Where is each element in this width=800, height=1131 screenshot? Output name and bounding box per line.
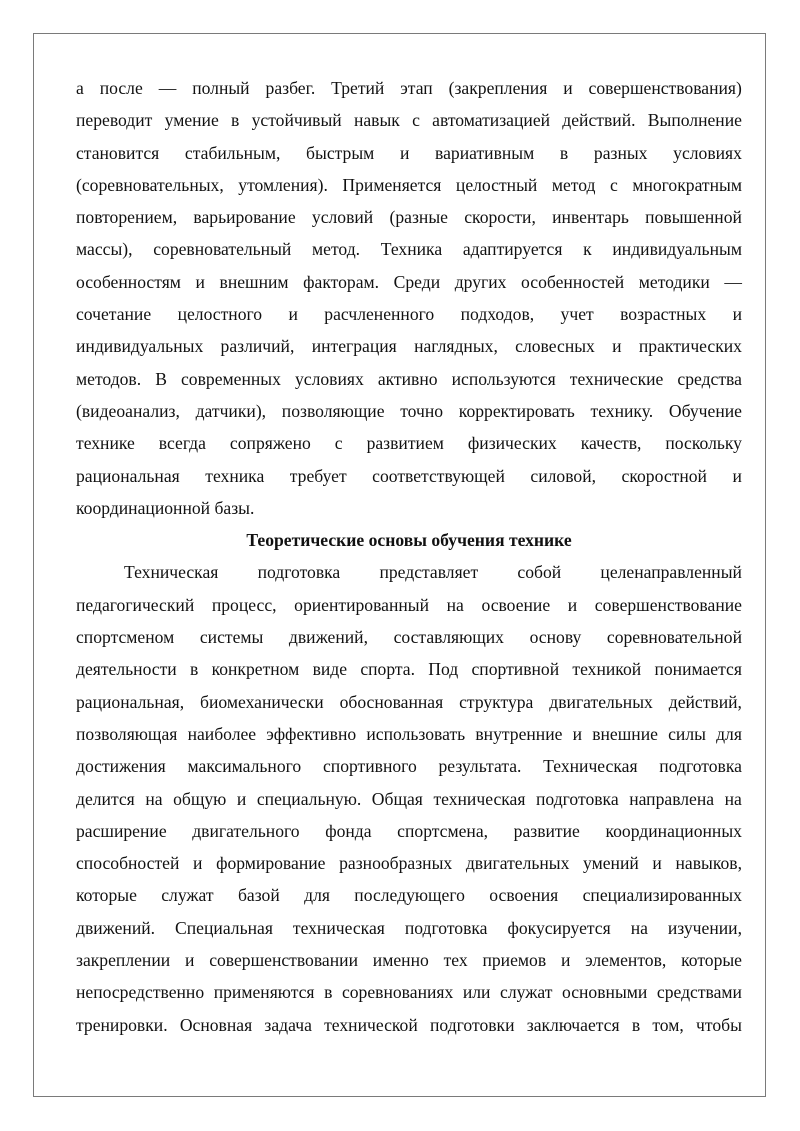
- word: учет: [560, 304, 594, 325]
- word: служат: [500, 982, 553, 1003]
- word: непосредственно: [76, 982, 205, 1003]
- word: переводит: [76, 110, 153, 131]
- word: (разные: [389, 207, 448, 228]
- word: тех: [443, 950, 468, 971]
- word: словесных: [515, 336, 595, 357]
- word: вариативным: [435, 142, 535, 163]
- text-line: [76, 492, 742, 524]
- word: технике: [76, 433, 135, 454]
- word: заключается: [526, 1014, 620, 1035]
- word: задача: [264, 1014, 312, 1035]
- word: делится: [76, 788, 135, 809]
- word: подходов,: [460, 304, 535, 325]
- text-line: [76, 201, 742, 233]
- word: к: [583, 239, 592, 260]
- word: фонда: [325, 820, 372, 841]
- word: подготовка: [404, 917, 488, 938]
- word: активно: [377, 368, 438, 389]
- word: результата.: [438, 756, 522, 777]
- word: основу: [529, 627, 582, 648]
- word: средства: [677, 368, 742, 389]
- word: соревновательный: [153, 239, 292, 260]
- word: действий.: [562, 110, 636, 131]
- word: формирование: [216, 853, 326, 874]
- document-body: [76, 72, 742, 1041]
- word: с: [412, 110, 420, 131]
- word: корректировать: [458, 400, 575, 421]
- word: совершенствовании: [209, 950, 358, 971]
- word: или: [462, 982, 491, 1003]
- word: общую: [173, 788, 227, 809]
- word: умение: [164, 110, 219, 131]
- text-line: [76, 686, 742, 718]
- word: техника: [205, 465, 265, 486]
- word: специальную.: [256, 788, 362, 809]
- word: и: [652, 853, 662, 874]
- word: Среди: [393, 271, 441, 292]
- word: методов.: [76, 368, 142, 389]
- word: структура: [459, 691, 534, 712]
- word: развитие: [513, 820, 580, 841]
- word: чтобы: [696, 1014, 742, 1035]
- word: подготовка: [659, 756, 742, 777]
- word: представляет: [379, 562, 479, 583]
- word: физических: [467, 433, 557, 454]
- word: ориентированный: [294, 594, 430, 615]
- word: методики: [638, 271, 710, 292]
- word: требует: [289, 465, 347, 486]
- word: педагогический: [76, 594, 195, 615]
- section-heading: Теоретические основы обучения технике: [246, 530, 572, 551]
- word: биомеханически: [200, 691, 324, 712]
- word: позволяющие: [281, 400, 385, 421]
- word: (закрепления: [448, 78, 548, 98]
- word: современных: [181, 368, 281, 389]
- word: (видеоанализ,: [76, 400, 180, 421]
- word: инвентарь: [552, 207, 629, 228]
- word: движений.: [76, 917, 156, 938]
- word: эффективно: [266, 723, 357, 744]
- word: специализированных: [582, 885, 742, 906]
- word: условий: [311, 207, 374, 228]
- word: спортивной: [471, 659, 560, 680]
- word: варьирование: [193, 207, 296, 228]
- word: наиболее: [187, 723, 257, 744]
- word: собой: [517, 562, 562, 583]
- word: фокусируется: [507, 917, 611, 938]
- text-line: [76, 427, 742, 459]
- word: спортивного: [322, 756, 417, 777]
- text-line: [76, 556, 742, 588]
- text-line: [76, 589, 742, 621]
- word: способностей: [76, 853, 180, 874]
- word: базой: [237, 885, 280, 906]
- word: Под: [428, 659, 459, 680]
- word: достижения: [76, 756, 166, 777]
- word: утомления).: [238, 174, 328, 195]
- word: и: [184, 950, 195, 971]
- word: скоростной: [621, 465, 707, 486]
- word: двигательных: [549, 691, 653, 712]
- word: Выполнение: [647, 110, 742, 131]
- word: техническая: [292, 917, 385, 938]
- word: соревнованиях: [341, 982, 454, 1003]
- word: процесс,: [211, 594, 277, 615]
- word: после: [99, 78, 143, 98]
- word: стабильным,: [184, 142, 281, 163]
- word: деятельности: [76, 659, 177, 680]
- word: для: [716, 723, 742, 744]
- word: быстрым: [306, 142, 375, 163]
- word: автоматизацией: [432, 110, 551, 131]
- word: факторам.: [303, 271, 380, 292]
- word: в: [189, 659, 199, 680]
- word: целостного: [177, 304, 263, 325]
- text-line: [76, 104, 742, 136]
- word: спортсмена,: [397, 820, 489, 841]
- word: целенаправленный: [600, 562, 742, 583]
- word: которые: [681, 950, 742, 971]
- word: техникой: [572, 659, 642, 680]
- word: последующего: [354, 885, 465, 906]
- word: тренировки.: [76, 1014, 168, 1035]
- word: составляющих: [393, 627, 504, 648]
- word: и: [612, 336, 622, 357]
- word: совершенствования): [588, 78, 742, 98]
- word: совершенствование: [594, 594, 742, 615]
- word: с: [609, 174, 618, 195]
- word: устойчивый: [251, 110, 342, 131]
- word: Общая: [371, 788, 423, 809]
- text-line: [76, 783, 742, 815]
- word: и: [567, 594, 578, 615]
- word: системы: [199, 627, 264, 648]
- word: и: [236, 788, 247, 809]
- word: приемов: [482, 950, 547, 971]
- word: технические: [569, 368, 664, 389]
- word: освоения: [489, 885, 559, 906]
- word: освоение: [481, 594, 551, 615]
- text-line: [76, 395, 742, 427]
- text-line: [76, 718, 742, 750]
- word: сопряжено: [229, 433, 311, 454]
- word: технической: [324, 1014, 418, 1035]
- word: этап: [400, 78, 433, 98]
- word: Третий: [331, 78, 385, 98]
- word: особенностей: [521, 271, 625, 292]
- word: развитием: [366, 433, 444, 454]
- word: в: [231, 110, 240, 131]
- text-line: [76, 621, 742, 653]
- word: рациональная: [76, 465, 180, 486]
- text-line: [76, 879, 742, 911]
- word: датчики),: [195, 400, 267, 421]
- word: многократным: [632, 174, 742, 195]
- word: подготовка: [535, 788, 619, 809]
- word: двигательного: [192, 820, 300, 841]
- word: именно: [372, 950, 429, 971]
- word: Техника: [380, 239, 443, 260]
- word: рациональная,: [76, 691, 185, 712]
- word: в: [631, 1014, 641, 1035]
- text-line-content: координационной базы.: [76, 497, 255, 518]
- word: полный: [192, 78, 250, 98]
- word: скорости,: [464, 207, 536, 228]
- word: на: [630, 917, 648, 938]
- word: соревновательной: [606, 627, 742, 648]
- word: использовать: [366, 723, 466, 744]
- text-line: [76, 847, 742, 879]
- word: метод.: [312, 239, 361, 260]
- word: (соревновательных,: [76, 174, 224, 195]
- word: и: [193, 853, 203, 874]
- text-line: [76, 330, 742, 362]
- word: Специальная: [175, 917, 273, 938]
- word: разнообразных: [339, 853, 453, 874]
- word: и: [563, 78, 573, 98]
- word: на: [724, 788, 742, 809]
- word: и: [732, 465, 742, 486]
- word: координационных: [605, 820, 742, 841]
- word: метод: [551, 174, 596, 195]
- word: —: [158, 78, 177, 98]
- word: в: [559, 142, 569, 163]
- text-line: [76, 233, 742, 265]
- word: и: [560, 950, 571, 971]
- word: разбег.: [265, 78, 316, 98]
- word: поскольку: [665, 433, 742, 454]
- word: и: [572, 723, 583, 744]
- text-line: [76, 1009, 742, 1041]
- word: целостный: [455, 174, 538, 195]
- text-line: [76, 169, 742, 201]
- text-line: [76, 912, 742, 944]
- word: которые: [76, 885, 137, 906]
- word: силовой,: [530, 465, 597, 486]
- word: силы: [668, 723, 706, 744]
- word: интеграция: [311, 336, 397, 357]
- word: адаптируется: [462, 239, 563, 260]
- word: на: [446, 594, 464, 615]
- word: движений,: [288, 627, 368, 648]
- word: расчлененного: [324, 304, 435, 325]
- word: внешние: [592, 723, 658, 744]
- word: навыков,: [675, 853, 742, 874]
- word: двигательных: [465, 853, 570, 874]
- word: и: [732, 304, 742, 325]
- word: и: [195, 271, 205, 292]
- word: используются: [451, 368, 556, 389]
- word: условиях: [294, 368, 364, 389]
- word: позволяющая: [76, 723, 178, 744]
- text-line: [76, 460, 742, 492]
- text-line: [76, 298, 742, 330]
- word: средствами: [656, 982, 742, 1003]
- word: закреплении: [76, 950, 171, 971]
- text-line: [76, 653, 742, 685]
- word: а: [76, 78, 84, 98]
- word: разных: [593, 142, 648, 163]
- word: различий,: [220, 336, 295, 357]
- word: спорта.: [360, 659, 416, 680]
- word: навык: [353, 110, 400, 131]
- word: расширение: [76, 820, 167, 841]
- word: В: [155, 368, 167, 389]
- word: Основная: [179, 1014, 253, 1035]
- word: подготовки: [430, 1014, 515, 1035]
- word: сочетание: [76, 304, 152, 325]
- word: наглядных,: [414, 336, 498, 357]
- word: индивидуальным: [612, 239, 742, 260]
- word: и: [399, 142, 410, 163]
- word: технику.: [590, 400, 654, 421]
- word: для: [304, 885, 330, 906]
- word: изучении,: [667, 917, 742, 938]
- word: внешним: [219, 271, 289, 292]
- word: понимается: [654, 659, 742, 680]
- word: соответствующей: [372, 465, 505, 486]
- text-line: [76, 976, 742, 1008]
- word: точно: [400, 400, 444, 421]
- word: том,: [652, 1014, 684, 1035]
- word: служат: [161, 885, 214, 906]
- word: Техническая: [124, 562, 219, 583]
- word: с: [334, 433, 343, 454]
- text-line: [76, 266, 742, 298]
- word: и: [288, 304, 298, 325]
- word: направлена: [629, 788, 715, 809]
- word: в: [324, 982, 333, 1003]
- word: умений: [583, 853, 639, 874]
- word: внутренние: [475, 723, 563, 744]
- word: виде: [312, 659, 348, 680]
- word: возрастных: [620, 304, 707, 325]
- word: условиях: [673, 142, 742, 163]
- word: применяются: [213, 982, 315, 1003]
- word: практических: [638, 336, 742, 357]
- word: Обучение: [668, 400, 742, 421]
- word: Применяется: [342, 174, 442, 195]
- word: конкретном: [211, 659, 300, 680]
- text-line: [76, 72, 742, 104]
- word: спортсменом: [76, 627, 175, 648]
- text-line: [76, 750, 742, 782]
- word: максимального: [187, 756, 302, 777]
- word: массы),: [76, 239, 133, 260]
- word: Техническая: [543, 756, 638, 777]
- word: на: [145, 788, 163, 809]
- text-line: [76, 137, 742, 169]
- word: элементов,: [585, 950, 667, 971]
- word: особенностям: [76, 271, 181, 292]
- word: качеств,: [580, 433, 642, 454]
- word: основными: [561, 982, 648, 1003]
- word: подготовка: [257, 562, 341, 583]
- word: индивидуальных: [76, 336, 204, 357]
- word: всегда: [158, 433, 206, 454]
- word: повышенной: [645, 207, 742, 228]
- text-line: [76, 363, 742, 395]
- word: действий,: [668, 691, 742, 712]
- word: становится: [76, 142, 160, 163]
- text-line: [76, 815, 742, 847]
- word: повторением,: [76, 207, 178, 228]
- word: других: [454, 271, 507, 292]
- text-line: [76, 944, 742, 976]
- word: обоснованная: [339, 691, 444, 712]
- word: —: [724, 271, 742, 292]
- word: техническая: [433, 788, 526, 809]
